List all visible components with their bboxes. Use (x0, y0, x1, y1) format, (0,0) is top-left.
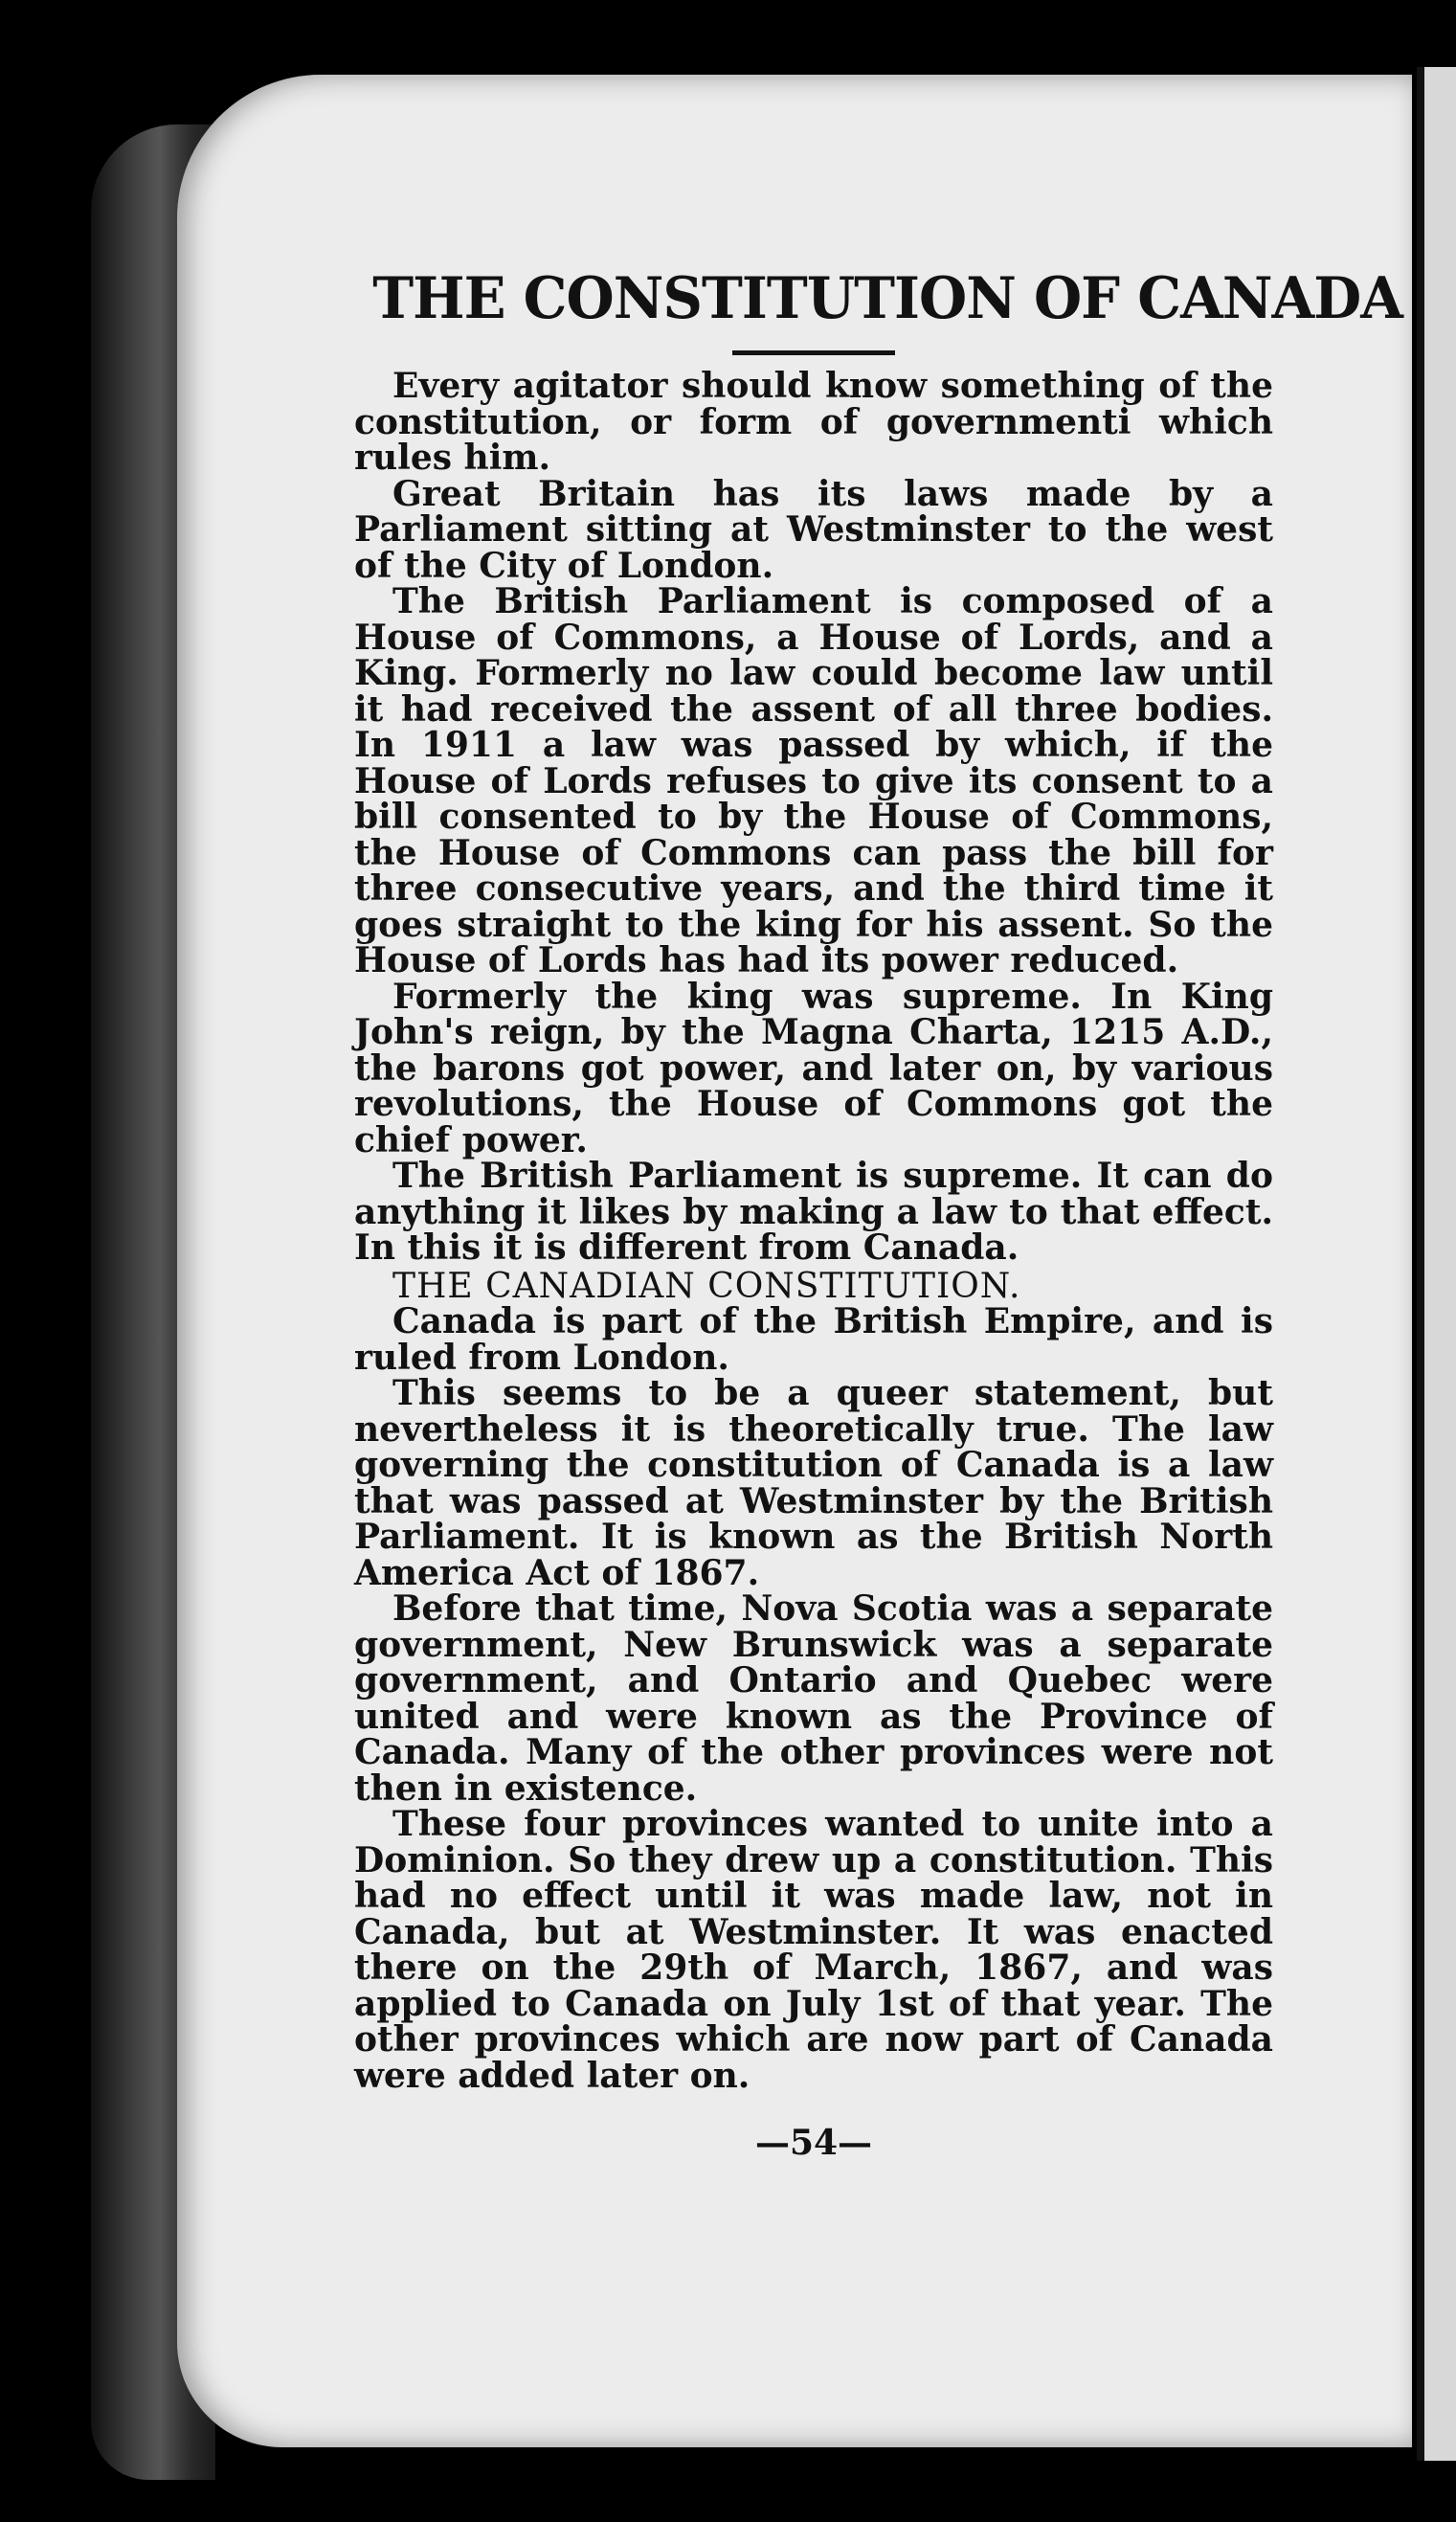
paragraph: These four provinces wanted to unite into a Dominion. So they drew up a constitution. This had no effect until it was made law, not in Canada, but at Westminster. It was enacted there on the 29th of March, 1867, and was applied to Canada on July 1st of that year. The other provinces which are now part of Canada were added later on. (354, 1804, 1273, 2096)
paragraph: This seems to be a queer statement, but nevertheless it is theoretically true. The law governing the constitution of Canada is a law that was passed at Westminster by the British Parliament. It is known as the British North America Act of 1867. (354, 1373, 1273, 1593)
page-title: THE CONSTITUTION OF CANADA (372, 265, 1402, 332)
body-text (354, 366, 1273, 2096)
section-subheading: THE CANADIAN CONSTITUTION. (392, 1266, 1021, 1306)
page-number: —54— (754, 2123, 873, 2163)
paragraph: Canada is part of the British Empire, and is ruled from London. (354, 1301, 1273, 1378)
paragraph: Every agitator should know something of the constitution, or form of governmenti which rules him. (354, 366, 1273, 478)
paragraph: Great Britain has its laws made by a Parliament sitting at Westminster to the west of the City of London. (354, 473, 1273, 586)
adjacent-page-edge (1424, 67, 1456, 2461)
paragraph: The British Parliament is composed of a House of Commons, a House of Lords, and a King. Formerly no law could become law until it had received the assent of all three bodies. In 1911 a law was passed by which, if the House of Lords refuses to give its consent to a bill consented to by the House of Commons, the House of Commons can pass the bill for three consecutive years, and the third time it goes straight to the king for his assent. So the House of Lords has had its power reduced. (354, 581, 1273, 980)
page-gutter-rule (1417, 67, 1424, 2461)
paragraph: Before that time, Nova Scotia was a separate government, New Brunswick was a separate government, and Ontario and Quebec were united and were known as the Province of Canada. Many of the other provinces were not then in existence. (354, 1588, 1273, 1809)
title-divider (732, 350, 895, 355)
paragraph: The British Parliament is supreme. It can do anything it likes by making a law to that effect. In this it is different from Canada. (354, 1156, 1273, 1268)
paragraph: Formerly the king was supreme. In King John's reign, by the Magna Charta, 1215 A.D., the barons got power, and later on, by various revolutions, the House of Commons got the chief power. (354, 976, 1273, 1160)
page-content (354, 259, 1402, 2163)
